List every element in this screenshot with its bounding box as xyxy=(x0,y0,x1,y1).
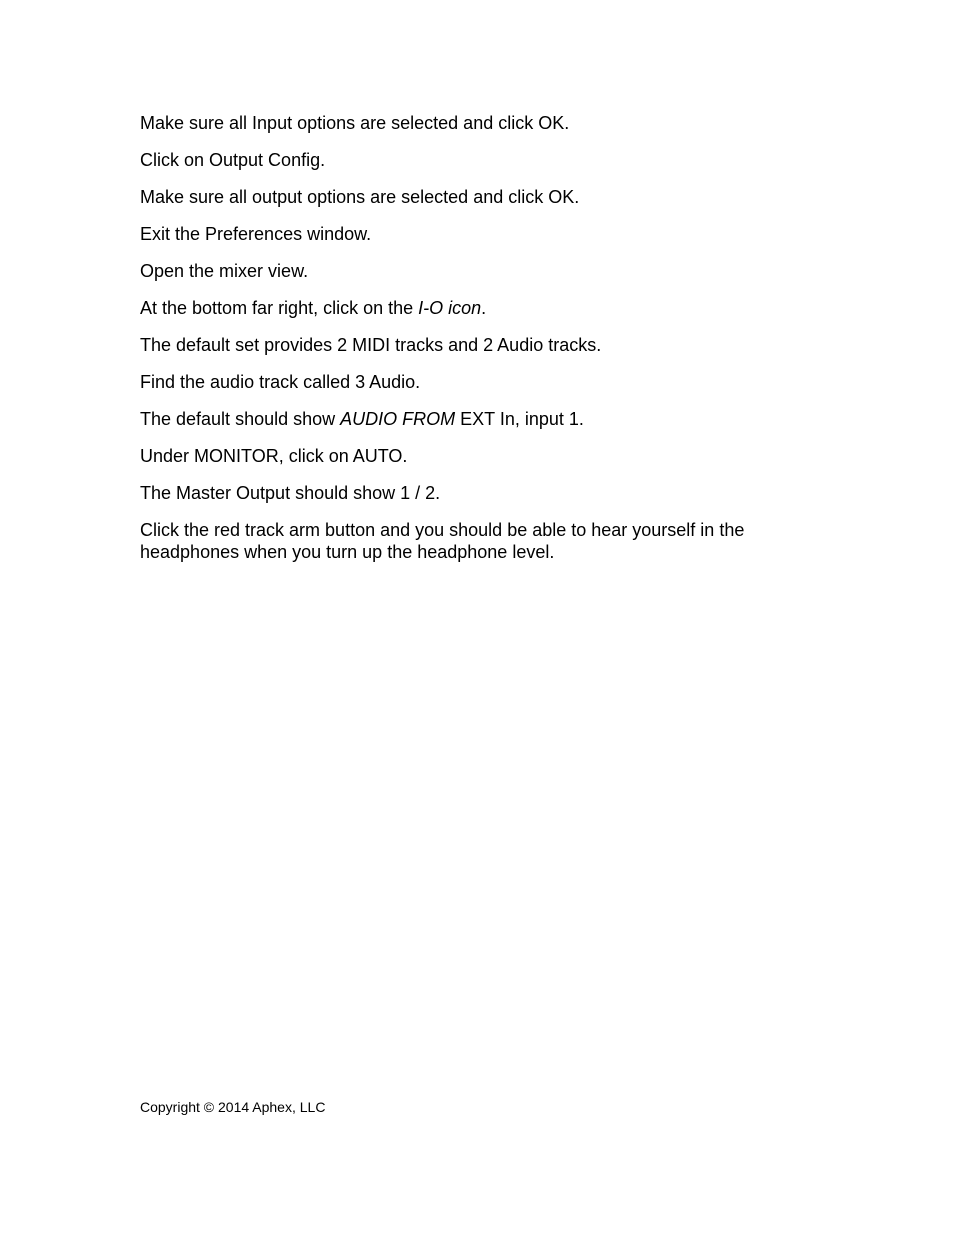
step-audio-from-pre: The default should show xyxy=(140,409,341,429)
step-io-icon-pre: At the bottom far right, click on the xyxy=(140,298,419,318)
step-output-config: Click on Output Config. xyxy=(140,150,326,170)
step-audio-from-post: EXT In, input 1. xyxy=(455,409,584,429)
step-output-options: Make sure all output options are selected and click OK. xyxy=(140,187,580,207)
copyright-footer: Copyright © 2014 Aphex, LLC xyxy=(140,1099,326,1115)
step-track-arm: Click the red track arm button and you should be able to hear yourself in the headphones when you turn up the headphone level. xyxy=(140,520,745,562)
step-monitor-auto: Under MONITOR, click on AUTO. xyxy=(140,446,408,466)
step-input-options: Make sure all Input options are selected and click OK. xyxy=(140,113,570,133)
io-icon-term: I-O icon xyxy=(418,298,482,318)
step-io-icon-post: . xyxy=(481,298,487,318)
step-default-tracks: The default set provides 2 MIDI tracks and 2 Audio tracks. xyxy=(140,335,602,355)
step-exit-preferences: Exit the Preferences window. xyxy=(140,224,372,244)
step-find-audio-track: Find the audio track called 3 Audio. xyxy=(140,372,421,392)
step-master-output: The Master Output should show 1 / 2. xyxy=(140,483,441,503)
step-audio-from xyxy=(140,408,800,430)
instruction-steps xyxy=(140,112,800,578)
step-io-icon xyxy=(140,297,800,319)
audio-from-term: AUDIO FROM xyxy=(340,409,456,429)
step-open-mixer: Open the mixer view. xyxy=(140,261,309,281)
